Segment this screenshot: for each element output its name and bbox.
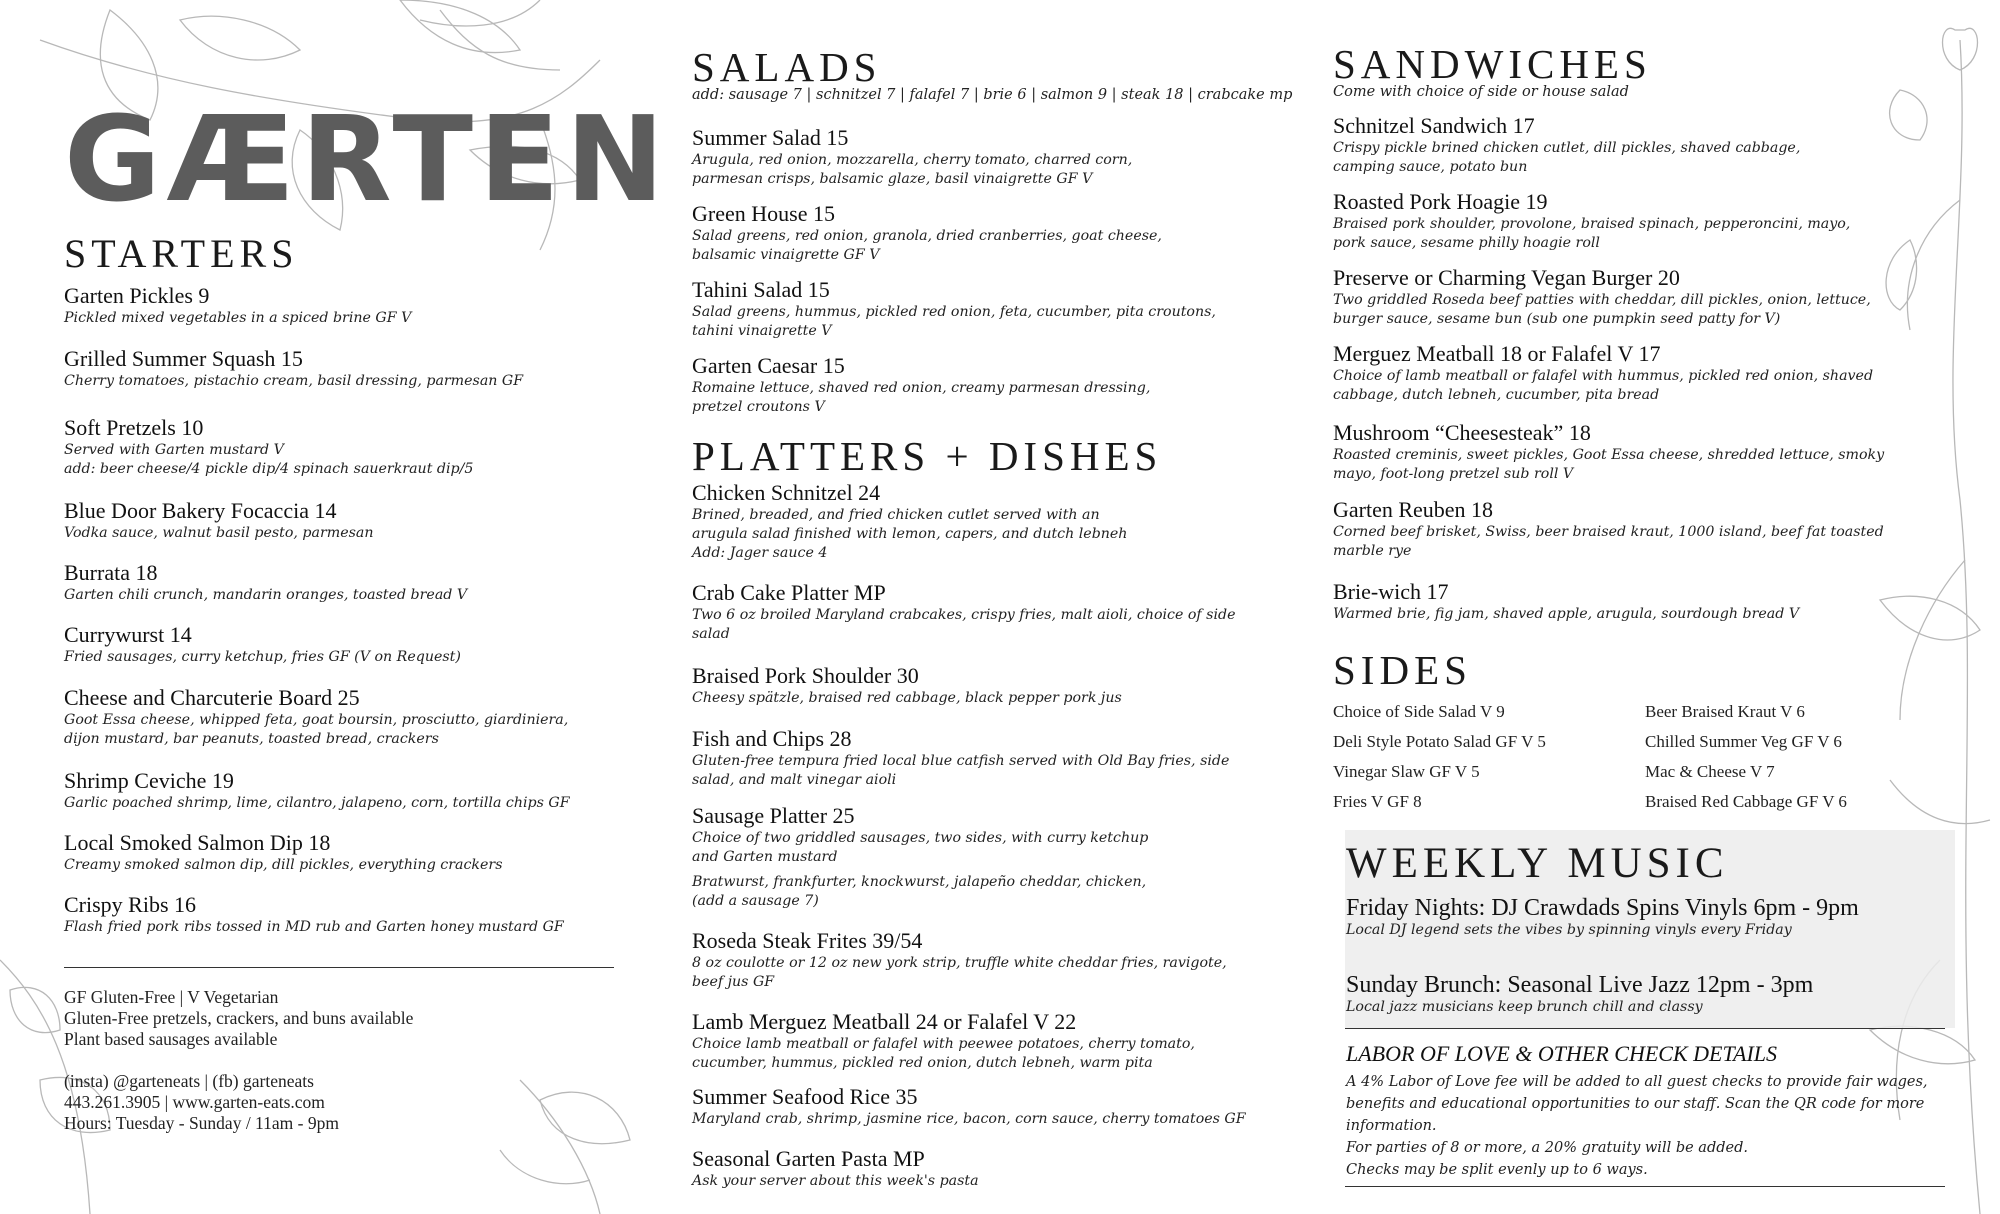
menu-item-name: Chicken Schnitzel 24 bbox=[692, 480, 881, 505]
menu-item-name: Soft Pretzels 10 bbox=[64, 415, 204, 440]
menu-item-description: Maryland crab, shrimp, jasmine rice, bacon, corn sauce, cherry tomatoes GF bbox=[692, 1111, 1246, 1127]
menu-item-name: Crab Cake Platter MP bbox=[692, 580, 886, 605]
menu-item-name: Preserve or Charming Vegan Burger 20 bbox=[1333, 265, 1680, 290]
menu-item-name: Brie-wich 17 bbox=[1333, 579, 1449, 604]
menu-item bbox=[64, 892, 624, 937]
menu-item-name: Currywurst 14 bbox=[64, 622, 192, 647]
menu-item-name: Garten Pickles 9 bbox=[64, 283, 210, 308]
menu-item-description: Roasted creminis, sweet pickles, Goot Essa cheese, shredded lettuce, smoky mayo, foot-long pretzel sub roll V bbox=[1333, 447, 1885, 482]
menu-item bbox=[1333, 579, 1953, 624]
menu-item-description: Braised pork shoulder, provolone, braised spinach, pepperoncini, mayo, pork sauce, sesame philly hoagie roll bbox=[1333, 216, 1851, 251]
menu-item-name: Fish and Chips 28 bbox=[692, 726, 852, 751]
menu-item bbox=[692, 277, 1312, 341]
menu-item-name: Braised Pork Shoulder 30 bbox=[692, 663, 919, 688]
menu-item bbox=[692, 125, 1312, 189]
salads-addons-note: add: sausage 7 | schnitzel 7 | falafel 7 | brie 6 | salmon 9 | steak 18 | crabcake mp bbox=[692, 87, 1293, 103]
menu-item-name: Green House 15 bbox=[692, 201, 835, 226]
menu-item-description: Choice lamb meatball or falafel with peewee potatoes, cherry tomato, cucumber, hummus, pickled red onion, dutch lebneh, warm pita bbox=[692, 1036, 1195, 1071]
menu-item-name: Summer Seafood Rice 35 bbox=[692, 1084, 918, 1109]
menu-item-name: Mushroom “Cheesesteak” 18 bbox=[1333, 420, 1591, 445]
garten-logo: GÆRTEN bbox=[64, 90, 671, 228]
starters-heading: STARTERS bbox=[64, 231, 299, 276]
menu-item-name: Shrimp Ceviche 19 bbox=[64, 768, 234, 793]
menu-item-name: Grilled Summer Squash 15 bbox=[64, 346, 303, 371]
menu-item-description: Creamy smoked salmon dip, dill pickles, everything crackers bbox=[64, 857, 503, 873]
footer-line: 443.261.3905 | www.garten-eats.com bbox=[64, 1092, 325, 1112]
menu-item bbox=[692, 201, 1312, 265]
menu-item-description: Brined, breaded, and fried chicken cutlet served with an arugula salad finished with lemon, capers, and dutch lebneh Add: Jager sauce 4 bbox=[692, 507, 1128, 561]
menu-item-name: Garten Reuben 18 bbox=[1333, 497, 1494, 522]
labor-line: For parties of 8 or more, a 20% gratuity will be added. bbox=[1346, 1140, 1748, 1156]
labor-line: information. bbox=[1346, 1118, 1437, 1134]
salads-heading: SALADS bbox=[692, 44, 882, 90]
footer-line: Hours: Tuesday - Sunday / 11am - 9pm bbox=[64, 1113, 339, 1133]
menu-item-description: Served with Garten mustard V add: beer cheese/4 pickle dip/4 spinach sauerkraut dip/5 bbox=[64, 442, 474, 477]
music-event-title: Sunday Brunch: Seasonal Live Jazz 12pm - 3pm bbox=[1346, 972, 1814, 998]
sides-heading: SIDES bbox=[1333, 647, 1472, 693]
labor-line: Checks may be split evenly up to 6 ways. bbox=[1346, 1162, 1648, 1178]
menu-item-name: Seasonal Garten Pasta MP bbox=[692, 1146, 925, 1171]
menu-item-description-extra: Bratwurst, frankfurter, knockwurst, jalapeño cheddar, chicken, (add a sausage 7) bbox=[692, 874, 1147, 909]
menu-item-description: 8 oz coulotte or 12 oz new york strip, truffle white cheddar fries, ravigote, beef jus GF bbox=[692, 955, 1227, 990]
menu-item bbox=[692, 663, 1312, 708]
footer-line: (insta) @garteneats | (fb) garteneats bbox=[64, 1071, 314, 1091]
footer-divider bbox=[64, 967, 614, 968]
sandwiches-heading: SANDWICHES bbox=[1333, 41, 1652, 87]
menu-item-name: Sausage Platter 25 bbox=[692, 803, 855, 828]
menu-item bbox=[64, 560, 624, 605]
menu-item bbox=[64, 283, 624, 328]
menu-item-name: Crispy Ribs 16 bbox=[64, 892, 197, 917]
menu-item bbox=[64, 498, 624, 543]
menu-item bbox=[1333, 265, 1953, 329]
menu-item bbox=[692, 1084, 1312, 1129]
menu-item bbox=[64, 685, 624, 749]
side-item: Braised Red Cabbage GF V 6 bbox=[1645, 792, 1847, 811]
labor-divider bbox=[1345, 1186, 1945, 1187]
menu-item-name: Roseda Steak Frites 39/54 bbox=[692, 928, 923, 953]
menu-item-description: Choice of lamb meatball or falafel with hummus, pickled red onion, shaved cabbage, dutch lebneh, cucumber, pita bread bbox=[1333, 368, 1874, 403]
menu-item-name: Local Smoked Salmon Dip 18 bbox=[64, 830, 331, 855]
footer-info bbox=[64, 987, 624, 1134]
menu-item-description: Garten chili crunch, mandarin oranges, toasted bread V bbox=[64, 587, 468, 603]
footer-line bbox=[64, 1050, 624, 1071]
menu-item-name: Roasted Pork Hoagie 19 bbox=[1333, 189, 1548, 214]
menu-item bbox=[64, 622, 624, 667]
menu-item-name: Merguez Meatball 18 or Falafel V 17 bbox=[1333, 341, 1661, 366]
menu-item bbox=[692, 1146, 1312, 1191]
footer-line: Gluten-Free pretzels, crackers, and buns available bbox=[64, 1008, 414, 1028]
menu-item-description: Garlic poached shrimp, lime, cilantro, jalapeno, corn, tortilla chips GF bbox=[64, 795, 570, 811]
menu-item bbox=[1333, 497, 1953, 561]
footer-line: GF Gluten-Free | V Vegetarian bbox=[64, 987, 279, 1007]
menu-item-name: Cheese and Charcuterie Board 25 bbox=[64, 685, 360, 710]
side-item: Deli Style Potato Salad GF V 5 bbox=[1333, 732, 1546, 751]
menu-item-name: Garten Caesar 15 bbox=[692, 353, 845, 378]
menu-item-description: Corned beef brisket, Swiss, beer braised kraut, 1000 island, beef fat toasted marble rye bbox=[1333, 524, 1884, 559]
menu-item bbox=[692, 803, 1312, 911]
menu-item-description: Romaine lettuce, shaved red onion, creamy parmesan dressing, pretzel croutons V bbox=[692, 380, 1151, 415]
side-item: Mac & Cheese V 7 bbox=[1645, 762, 1775, 781]
side-item: Chilled Summer Veg GF V 6 bbox=[1645, 732, 1842, 751]
menu-item-name: Blue Door Bakery Focaccia 14 bbox=[64, 498, 337, 523]
menu-item-name: Burrata 18 bbox=[64, 560, 158, 585]
music-event-title: Friday Nights: DJ Crawdads Spins Vinyls 6pm - 9pm bbox=[1346, 895, 1859, 921]
menu-item bbox=[64, 830, 624, 875]
menu-item-description: Cheesy spätzle, braised red cabbage, black pepper pork jus bbox=[692, 690, 1122, 706]
menu-item-description: Pickled mixed vegetables in a spiced brine GF V bbox=[64, 310, 412, 326]
menu-item bbox=[692, 580, 1312, 644]
side-item: Beer Braised Kraut V 6 bbox=[1645, 702, 1805, 721]
platters-heading: PLATTERS + DISHES bbox=[692, 433, 1163, 479]
menu-item bbox=[1333, 113, 1953, 177]
menu-item-description: Gluten-free tempura fried local blue catfish served with Old Bay fries, side salad, and malt vinegar aioli bbox=[692, 753, 1230, 788]
menu-item-name: Summer Salad 15 bbox=[692, 125, 849, 150]
menu-item-description: Goot Essa cheese, whipped feta, goat boursin, prosciutto, giardiniera, dijon mustard, bar peanuts, toasted bread, crackers bbox=[64, 712, 569, 747]
menu-item-description: Two 6 oz broiled Maryland crabcakes, crispy fries, malt aioli, choice of side salad bbox=[692, 607, 1236, 642]
weekly-music-heading: WEEKLY MUSIC bbox=[1346, 840, 1729, 887]
labor-line: benefits and educational opportunities to our staff. Scan the QR code for more bbox=[1346, 1096, 1925, 1112]
menu-item-description: Flash fried pork ribs tossed in MD rub and Garten honey mustard GF bbox=[64, 919, 564, 935]
menu-item bbox=[64, 768, 624, 813]
labor-line: A 4% Labor of Love fee will be added to all guest checks to provide fair wages, bbox=[1346, 1074, 1928, 1090]
menu-item-name: Lamb Merguez Meatball 24 or Falafel V 22 bbox=[692, 1009, 1077, 1034]
menu-item bbox=[64, 415, 624, 479]
menu-item bbox=[1333, 420, 1953, 484]
menu-item bbox=[692, 480, 1312, 563]
menu-item-description: Crispy pickle brined chicken cutlet, dill pickles, shaved cabbage, camping sauce, potato bun bbox=[1333, 140, 1801, 175]
labor-of-love-details bbox=[1346, 1071, 1966, 1181]
menu-item-description: Fried sausages, curry ketchup, fries GF (V on Request) bbox=[64, 649, 461, 665]
menu-item-description: Salad greens, hummus, pickled red onion, feta, cucumber, pita croutons, tahini vinaigrette V bbox=[692, 304, 1216, 339]
menu-item bbox=[1333, 341, 1953, 405]
menu-item-name: Tahini Salad 15 bbox=[692, 277, 830, 302]
menu-item-description: Vodka sauce, walnut basil pesto, parmesan bbox=[64, 525, 374, 541]
music-event-description: Local jazz musicians keep brunch chill and classy bbox=[1346, 999, 1703, 1015]
labor-of-love-heading: LABOR OF LOVE & OTHER CHECK DETAILS bbox=[1346, 1041, 1778, 1066]
menu-item bbox=[692, 1009, 1312, 1073]
menu-item-description: Arugula, red onion, mozzarella, cherry tomato, charred corn, parmesan crisps, balsamic glaze, basil vinaigrette GF V bbox=[692, 152, 1133, 187]
menu-item bbox=[692, 928, 1312, 992]
menu-item-description: Salad greens, red onion, granola, dried cranberries, goat cheese, balsamic vinaigrette GF V bbox=[692, 228, 1162, 263]
menu-item bbox=[64, 346, 624, 391]
menu-item-description: Two griddled Roseda beef patties with cheddar, dill pickles, onion, lettuce, burger sauce, sesame bun (sub one pumpkin seed patty for V) bbox=[1333, 292, 1871, 327]
side-item: Choice of Side Salad V 9 bbox=[1333, 702, 1505, 721]
music-event-description: Local DJ legend sets the vibes by spinning vinyls every Friday bbox=[1346, 922, 1792, 938]
menu-item bbox=[1333, 189, 1953, 253]
menu-item bbox=[692, 726, 1312, 790]
side-item: Vinegar Slaw GF V 5 bbox=[1333, 762, 1480, 781]
menu-item-description: Ask your server about this week's pasta bbox=[692, 1173, 979, 1189]
menu-item-name: Schnitzel Sandwich 17 bbox=[1333, 113, 1535, 138]
menu-item-description: Warmed brie, fig jam, shaved apple, arugula, sourdough bread V bbox=[1333, 606, 1800, 622]
menu-item-description: Cherry tomatoes, pistachio cream, basil dressing, parmesan GF bbox=[64, 373, 524, 389]
sandwiches-note: Come with choice of side or house salad bbox=[1333, 84, 1629, 100]
side-item: Fries V GF 8 bbox=[1333, 792, 1422, 811]
menu-item bbox=[692, 353, 1312, 417]
music-divider bbox=[1345, 1028, 1945, 1029]
footer-line: Plant based sausages available bbox=[64, 1029, 278, 1049]
menu-item-description: Choice of two griddled sausages, two sides, with curry ketchup and Garten mustard bbox=[692, 830, 1149, 865]
